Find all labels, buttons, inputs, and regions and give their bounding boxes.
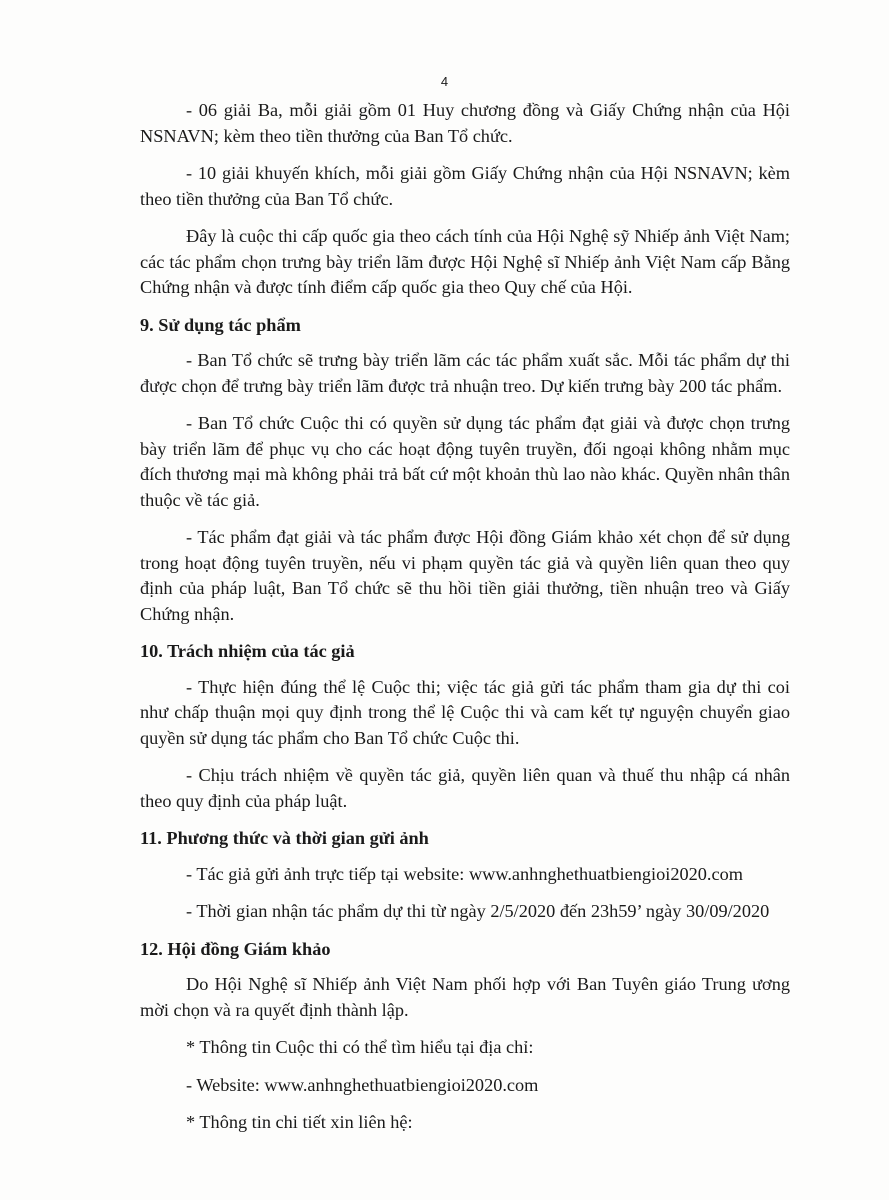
section-12-heading: 12. Hội đồng Giám khảo <box>140 938 331 959</box>
section-9-heading: 9. Sử dụng tác phẩm <box>140 314 301 335</box>
document-body <box>140 98 790 1148</box>
section-10-paragraph: - Thực hiện đúng thể lệ Cuộc thi; việc tác giả gửi tác phẩm tham gia dự thi coi như chấp thuận mọi quy định trong thể lệ Cuộc thi và cam kết tự nguyện chuyển giao quyền sử dụng tác phẩm cho Ban Tổ chức Cuộc thi. <box>140 676 790 748</box>
paragraph-national-level: Đây là cuộc thi cấp quốc gia theo cách tính của Hội Nghệ sỹ Nhiếp ảnh Việt Nam; các tác phẩm chọn trưng bày triển lãm được Hội Nghệ sĩ Nhiếp ảnh Việt Nam cấp Bằng Chứng nhận và được tính điểm cấp quốc gia theo Quy chế của Hội. <box>140 226 790 297</box>
page-number: 4 <box>440 74 449 89</box>
section-9-paragraph: - Tác phẩm đạt giải và tác phẩm được Hội đồng Giám khảo xét chọn để sử dụng trong hoạt động tuyên truyền, nếu vi phạm quyền tác giả và quyền liên quan theo quy định của pháp luật, Ban Tổ chức sẽ thu hồi tiền giải thưởng, tiền nhuận treo và Giấy Chứng nhận. <box>140 527 790 624</box>
paragraph-encouragement-prize: - 10 giải khuyến khích, mỗi giải gồm Giấy Chứng nhận của Hội NSNAVN; kèm theo tiền thưởng của Ban Tổ chức. <box>140 163 790 209</box>
section-12-paragraph: - Website: www.anhnghethuatbiengioi2020.com <box>186 1074 539 1095</box>
section-11-heading: 11. Phương thức và thời gian gửi ảnh <box>140 828 429 848</box>
section-12-paragraph: * Thông tin Cuộc thi có thể tìm hiểu tại địa chỉ: <box>186 1037 534 1057</box>
section-12-paragraph: * Thông tin chi tiết xin liên hệ: <box>186 1112 413 1132</box>
section-10-paragraph: - Chịu trách nhiệm về quyền tác giả, quyền liên quan và thuế thu nhập cá nhân theo quy định của pháp luật. <box>140 765 790 811</box>
section-11-paragraph: - Thời gian nhận tác phẩm dự thi từ ngày 2/5/2020 đến 23h59’ ngày 30/09/2020 <box>186 901 770 921</box>
section-12-paragraph: Do Hội Nghệ sĩ Nhiếp ảnh Việt Nam phối hợp với Ban Tuyên giáo Trung ương mời chọn và ra quyết định thành lập. <box>140 974 790 1020</box>
section-11-paragraph: - Tác giả gửi ảnh trực tiếp tại website: www.anhnghethuatbiengioi2020.com <box>186 863 743 884</box>
section-9-paragraph: - Ban Tổ chức sẽ trưng bày triển lãm các tác phẩm xuất sắc. Mỗi tác phẩm dự thi được chọn để trưng bày triển lãm được trả nhuận treo. Dự kiến trưng bày 200 tác phẩm. <box>140 350 790 396</box>
section-9-paragraph: - Ban Tổ chức Cuộc thi có quyền sử dụng tác phẩm đạt giải và được chọn trưng bày triển lãm để phục vụ cho các hoạt động tuyên truyền, đối ngoại không nhằm mục đích thương mại mà không phải trả bất cứ một khoản thù lao nào khác. Quyền nhân thân thuộc về tác giả. <box>140 413 790 510</box>
paragraph-third-prize: - 06 giải Ba, mỗi giải gồm 01 Huy chương đồng và Giấy Chứng nhận của Hội NSNAVN; kèm theo tiền thưởng của Ban Tổ chức. <box>140 100 790 146</box>
section-10-heading: 10. Trách nhiệm của tác giả <box>140 641 355 661</box>
